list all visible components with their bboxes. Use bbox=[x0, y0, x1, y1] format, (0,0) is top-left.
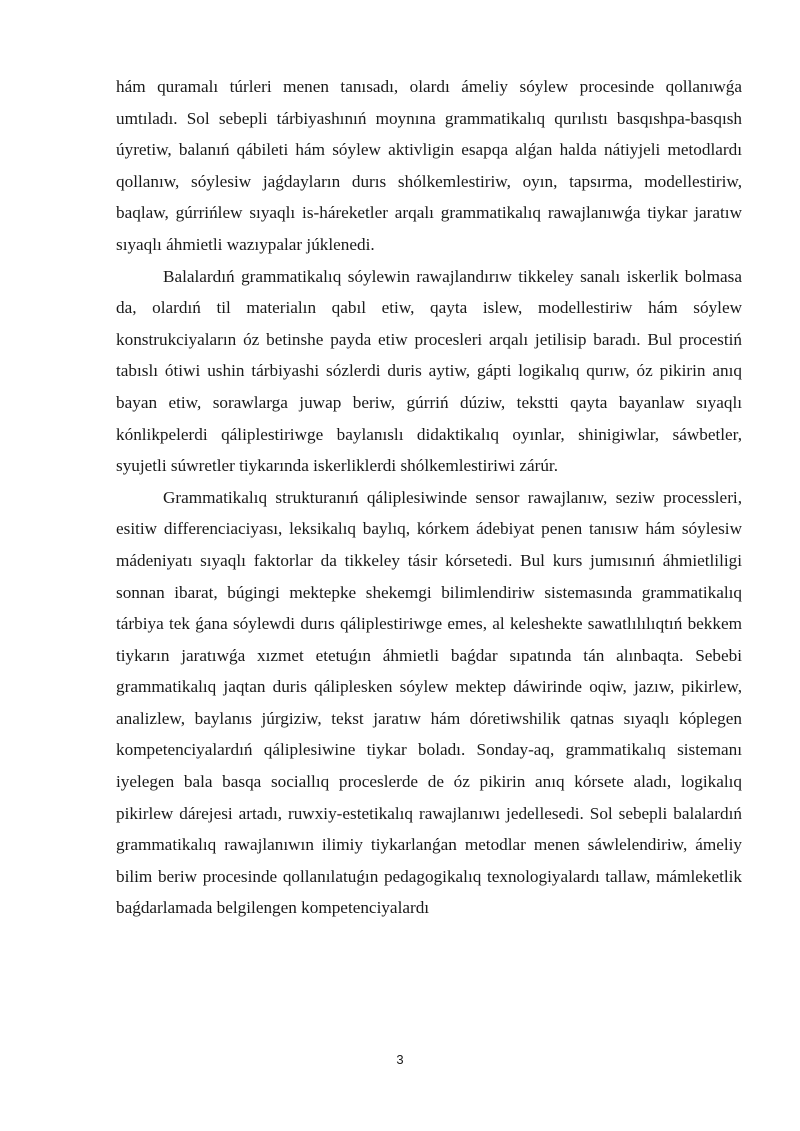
body-text bbox=[116, 71, 742, 924]
paragraph: Grammatikalıq strukturanıń qáliplesiwinde sensor rawajlanıw, seziw processleri, esitiw differenciaciyası, leksikalıq baylıq, kórkem ádebiyat penen tanısıw hám sóylesiw mádeniyatı sıyaqlı faktorlar da tikkeley tásir kórsetedi. Bul kurs jumısınıń áhmietliligi sonnan ibarat, búgingi mektepke shekemgi bilimlendiriw sistemasında grammatikalıq tárbiya tek ǵana sóylewdi durıs qáliplestiriwge emes, al keleshekte sawatlılılıqtıń bekkem tiykarın jaratıwǵa xızmet etetuǵın áhmietli baǵdar sıpatında tán alınbaqta. Sebebi grammatikalıq jaqtan duris qáliplesken sóylew mektep dáwirinde oqiw, jazıw, pikirlew, analizlew, baylanıs júrgiziw, tekst jaratıw hám dóretiwshilik qatnas sıyaqlı kóplegen kompetenciyalardıń qáliplesiwine tiykar boladı. Sonday-aq, grammatikalıq sistemanı iyelegen bala basqa sociallıq proceslerde de óz pikirin anıq kórsete aladı, logikalıq pikirlew dárejesi artadı, ruwxiy-estetikalıq rawajlanıwı jedellesedi. Sol sebepli balalardıń grammatikalıq rawajlanıwın ilimiy tiykarlanǵan metodlar menen sáwlelendiriw, ámeliy bilim beriw procesinde qollanılatuǵın pedagogikalıq texnologiyalardı tallaw, mámleketlik baǵdarlamada belgilengen kompetenciyalardı bbox=[116, 487, 742, 918]
paragraph-continued: hám quramalı túrleri menen tanısadı, olardı ámeliy sóylew procesinde qollanıwǵa umtıladı. Sol sebepli tárbiyashınıń moynına grammatikalıq qurılıstı basqıshpa-basqısh úyretiw, balanıń qábileti hám sóylew aktivligin esapqa alǵan halda nátiyjeli metodlardı qollanıw, sóylesiw jaǵdayların durıs shólkemlestiriw, oyın, tapsırma, modellestiriw, baqlaw, gúrrińlew sıyaqlı is-háreketler arqalı grammatikalıq rawajlanıwǵa tiykar jaratıw sıyaqlı áhmietli wazıypalar júklenedi. bbox=[116, 77, 742, 254]
paragraph: Balalardıń grammatikalıq sóylewin rawajlandırıw tikkeley sanalı iskerlik bolmasa da, olardıń til materialın qabıl etiw, qayta islew, modellestiriw hám sóylew konstrukciyaların óz betinshe payda etiw procesleri arqalı jetilisip baradı. Bul procestiń tabıslı ótiwi ushin tárbiyashi sózlerdi duris aytiw, gápti logikalıq qurıw, óz pikirin anıq bayan etiw, sorawlarga juwap beriw, gúrriń dúziw, tekstti qayta bayanlaw sıyaqlı kónlikpelerdi qáliplestiriwge baylanıslı didaktikalıq oyınlar, shinigiwlar, sáwbetler, syujetli súwretler tiykarında iskerliklerdi shólkemlestiriwi zárúr. bbox=[116, 266, 742, 476]
page-number: 3 bbox=[396, 1052, 404, 1067]
